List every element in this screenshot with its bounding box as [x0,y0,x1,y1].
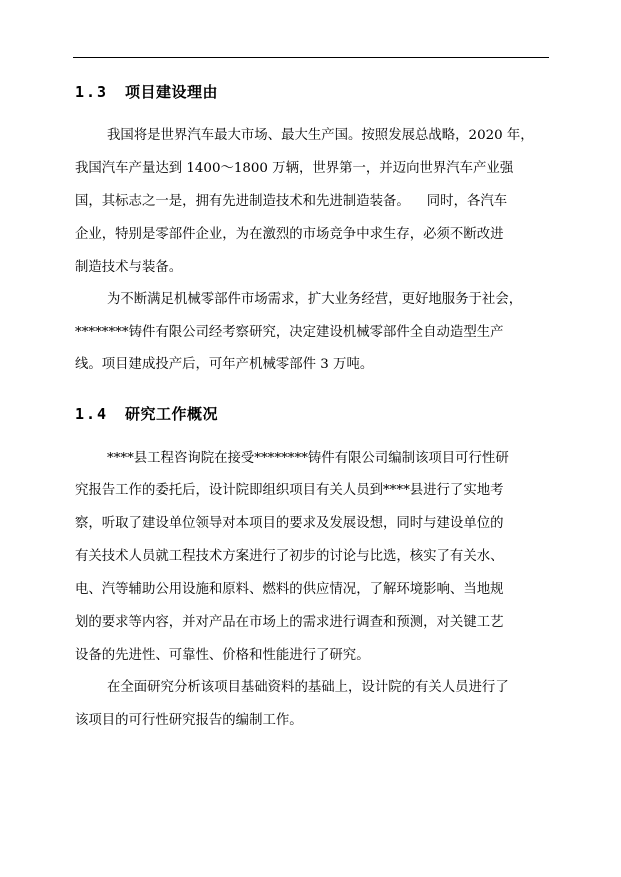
paragraph-line: 线。项目建成投产后，可年产机械零部件 3 万吨。 [75,357,374,372]
paragraph-line: 我国将是世界汽车最大市场、最大生产国。按照发展总战略，2020 年， [107,128,534,143]
paragraph-line: 设备的先进性、可靠性、价格和性能进行了研究。 [75,648,370,663]
section-number: 1.3 [75,83,109,101]
paragraph-line: 电、汽等辅助公用设施和原料、燃料的供应情况，了解环境影响、当地规 [75,582,504,597]
paragraph-line: 国，其标志之一是，拥有先进制造技术和先进制造装备。 同时，各汽车 [75,194,508,209]
paragraph-line: 划的要求等内容，并对产品在市场上的需求进行调查和预测，对关键工艺 [75,615,504,630]
section-title: 研究工作概况 [125,405,219,423]
paragraph-line: ********铸件有限公司经考察研究，决定建设机械零部件全自动造型生产 [75,325,504,340]
paragraph-line: ****县工程咨询院在接受********铸件有限公司编制该项目可行性研 [107,451,509,466]
section-number: 1.4 [75,405,109,423]
paragraph-line: 制造技术与装备。 [75,260,183,275]
paragraph-line: 为不断满足机械零部件市场需求，扩大业务经营，更好地服务于社会， [107,292,523,307]
paragraph-line: 究报告工作的委托后，设计院即组织项目有关人员到****县进行了实地考 [75,483,504,498]
paragraph-line: 察，听取了建设单位领导对本项目的要求及发展设想，同时与建设单位的 [75,516,504,531]
section-heading-1-3 [75,81,218,102]
section-heading-1-4 [75,403,218,424]
header-rule [73,57,549,58]
paragraph-line: 我国汽车产量达到 1400～1800 万辆，世界第一，并迈向世界汽车产业强 [75,161,514,176]
paragraph-line: 该项目的可行性研究报告的编制工作。 [75,713,303,728]
section-title: 项目建设理由 [125,83,219,101]
paragraph-line: 在全面研究分析该项目基础资料的基础上，设计院的有关人员进行了 [107,680,509,695]
paragraph-line: 有关技术人员就工程技术方案进行了初步的讨论与比选，核实了有关水、 [75,549,504,564]
paragraph-line: 企业，特别是零部件企业，为在激烈的市场竞争中求生存，必须不断改进 [75,227,504,242]
